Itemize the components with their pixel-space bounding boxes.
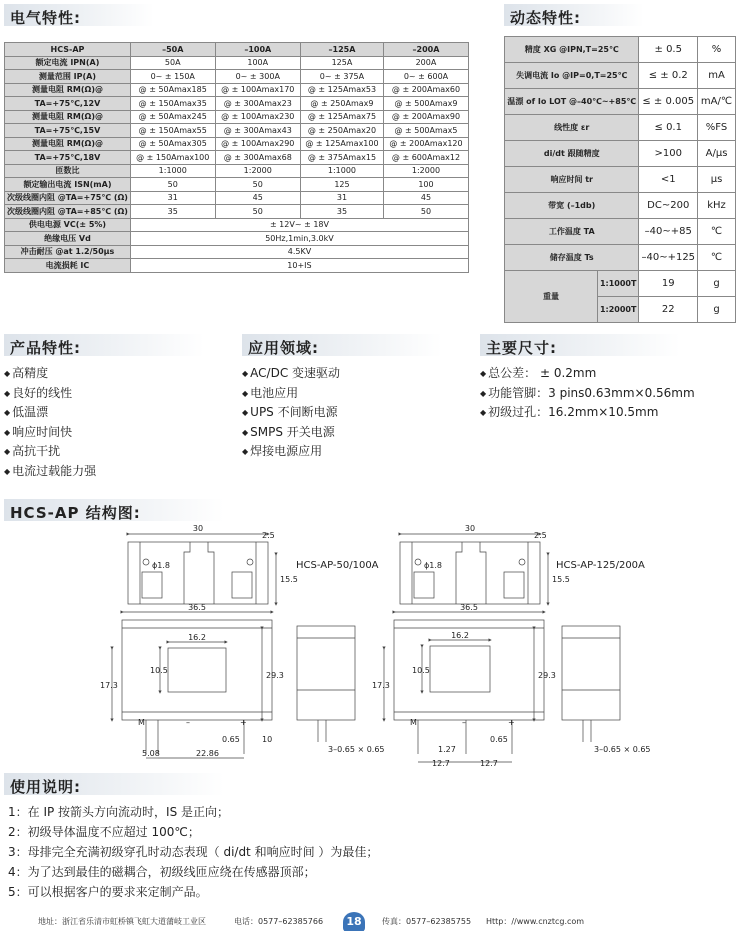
list-item: ◆ 响应时间快 [4, 423, 96, 443]
dim-10-left: 10 [262, 735, 273, 744]
table-cell: 100 [383, 178, 468, 192]
table-row [5, 110, 469, 124]
table-row [505, 63, 736, 89]
table-cell: 1:2000T [597, 297, 639, 323]
table-row [5, 137, 469, 151]
table-cell: @ ± 50Amax305 [130, 137, 215, 151]
table-row [505, 167, 736, 193]
row-label: 测量电阻 RM(Ω)@ [5, 110, 131, 124]
list-item: ◆ 功能管脚：3 pins0.63mm×0.56mm [480, 384, 695, 404]
table-row [505, 115, 736, 141]
table-cell: @ ± 100Amax170 [215, 83, 300, 97]
table-cell: DC~200 [639, 193, 698, 219]
table-cell: @ ± 50Amax185 [130, 83, 215, 97]
table-row [5, 232, 469, 246]
list-item: ◆ AC/DC 变速驱动 [242, 364, 340, 384]
row-label: 次级线圈内阻 @TA=+75℃ (Ω) [5, 191, 131, 205]
dim-29-3-right: 29.3 [538, 671, 556, 680]
table-cell: @ ± 100Amax230 [215, 110, 300, 124]
pin-minus-right: – [462, 718, 466, 727]
table-header-cell: HCS-AP [5, 43, 131, 57]
row-label: 储存温度 Ts [505, 245, 639, 271]
table-row [5, 191, 469, 205]
row-label: 次级线圈内阻 @TA=+85℃ (Ω) [5, 205, 131, 219]
row-label: 响应时间 tr [505, 167, 639, 193]
dim-pins-left: 3–0.65 × 0.65 [328, 745, 385, 754]
table-header-cell: –100A [215, 43, 300, 57]
table-cell: 50 [383, 205, 468, 219]
dimensions-list [480, 364, 695, 423]
table-row [5, 259, 469, 273]
table-cell: @ ± 200Amax90 [383, 110, 468, 124]
row-label: 线性度 εr [505, 115, 639, 141]
table-cell: 45 [383, 191, 468, 205]
note-item: 5：可以根据客户的要求来定制产品。 [8, 885, 208, 899]
section-application: 应用领域: [242, 334, 442, 356]
table-cell: 50A [130, 56, 215, 70]
row-label: 匝数比 [5, 164, 131, 178]
table-cell: @ ± 125Amax100 [300, 137, 383, 151]
table-header-row [5, 43, 469, 57]
table-cell: @ ± 200Amax120 [383, 137, 468, 151]
left-model-title: HCS-AP-50/100A [296, 560, 379, 571]
footer-web[interactable]: Http：//www.cnztcg.com [486, 917, 585, 926]
table-cell: ℃ [698, 219, 736, 245]
table-cell: 22 [639, 297, 698, 323]
row-label: 测量电阻 RM(Ω)@ [5, 83, 131, 97]
note-item: 4：为了达到最佳的磁耦合，初级线匝应绕在传感器顶部； [8, 865, 316, 879]
footer-fax: 传真：0577–62385755 [382, 917, 472, 926]
pin-minus-left: – [186, 718, 190, 727]
table-cell: @ ± 125Amax53 [300, 83, 383, 97]
dim-phi-left: ϕ1.8 [152, 561, 170, 570]
table-row [505, 271, 736, 297]
list-item: ◆ 初级过孔：16.2mm×10.5mm [480, 403, 695, 423]
table-cell: 0~ ± 600A [383, 70, 468, 84]
table-cell: 50 [215, 178, 300, 192]
table-row [5, 164, 469, 178]
table-row [5, 97, 469, 111]
dim-5-08: 5.08 [142, 749, 160, 758]
list-item: ◆ 高精度 [4, 364, 96, 384]
table-cell: 50 [130, 178, 215, 192]
table-row [505, 89, 736, 115]
table-cell: 200A [383, 56, 468, 70]
dim-10-5-left: 10.5 [150, 666, 168, 675]
pin-plus-left: + [240, 718, 247, 727]
table-row [505, 219, 736, 245]
dim-29-3-left: 29.3 [266, 671, 284, 680]
list-item: ◆ 总公差： ± 0.2mm [480, 364, 695, 384]
product-features-list [4, 364, 96, 481]
table-row [5, 178, 469, 192]
dim-2-5-right: 2.5 [534, 531, 547, 540]
table-cell: @ ± 300Amax68 [215, 151, 300, 165]
dim-36-5-right: 36.5 [460, 603, 478, 612]
dim-12-7-a: 12.7 [432, 759, 450, 768]
table-cell: 4.5KV [130, 245, 468, 259]
table-header-cell: –125A [300, 43, 383, 57]
table-cell: @ ± 150Amax100 [130, 151, 215, 165]
dim-30-left: 30 [192, 524, 204, 533]
dim-10-5-right: 10.5 [412, 666, 430, 675]
dim-17-3-right: 17.3 [372, 681, 390, 690]
table-cell: @ ± 250Amax9 [300, 97, 383, 111]
dim-0-65-right: 0.65 [490, 735, 508, 744]
table-row [505, 193, 736, 219]
dim-15-5-right: 15.5 [552, 575, 570, 584]
table-cell: A/μs [698, 141, 736, 167]
table-cell: μs [698, 167, 736, 193]
table-row [5, 245, 469, 259]
table-cell: 1:1000T [597, 271, 639, 297]
row-label: TA=+75℃,12V [5, 97, 131, 111]
section-dynamic: 动态特性: [504, 4, 644, 26]
table-cell: g [698, 297, 736, 323]
table-cell: mA/℃ [698, 89, 736, 115]
table-cell: @ ± 50Amax245 [130, 110, 215, 124]
table-cell: 50Hz,1min,3.0kV [130, 232, 468, 246]
table-cell: @ ± 150Amax35 [130, 97, 215, 111]
footer [0, 912, 739, 930]
table-cell: ≤ 0.1 [639, 115, 698, 141]
list-item: ◆ SMPS 开关电源 [242, 423, 340, 443]
row-label: 重量 [505, 271, 598, 323]
table-cell: 1:2000 [383, 164, 468, 178]
dim-0-65-left: 0.65 [222, 735, 240, 744]
section-usage: 使用说明: [4, 773, 224, 795]
applications-list [242, 364, 340, 462]
row-label: 带宽 (–1db) [505, 193, 639, 219]
table-row [5, 70, 469, 84]
table-cell: 1:1000 [300, 164, 383, 178]
pin-plus-right: + [508, 718, 515, 727]
table-cell: ≤ ± 0.2 [639, 63, 698, 89]
table-cell: <1 [639, 167, 698, 193]
table-cell: mA [698, 63, 736, 89]
table-row [5, 205, 469, 219]
table-cell: @ ± 125Amax75 [300, 110, 383, 124]
electrical-table [4, 42, 469, 273]
table-cell: @ ± 150Amax55 [130, 124, 215, 138]
pin-m-left: M [138, 718, 145, 727]
table-cell: @ ± 375Amax15 [300, 151, 383, 165]
table-cell: 31 [300, 191, 383, 205]
row-label: 绝缘电压 Vd [5, 232, 131, 246]
table-row [5, 218, 469, 232]
table-row [5, 124, 469, 138]
table-cell: ± 12V~ ± 18V [130, 218, 468, 232]
structure-diagram [0, 520, 739, 770]
list-item: ◆ UPS 不间断电源 [242, 403, 340, 423]
table-row [5, 151, 469, 165]
row-label: 额定输出电流 ISN(mA) [5, 178, 131, 192]
list-item: ◆ 高抗干扰 [4, 442, 96, 462]
dim-12-7-b: 12.7 [480, 759, 498, 768]
dim-1-27: 1.27 [438, 745, 456, 754]
table-row [505, 141, 736, 167]
table-cell: 0~ ± 300A [215, 70, 300, 84]
table-cell: @ ± 250Amax20 [300, 124, 383, 138]
note-item: 3：母排完全充满初级穿孔时动态表现（ di/dt 和响应时间 ）为最佳； [8, 845, 379, 859]
table-cell: 0~ ± 375A [300, 70, 383, 84]
row-label: 测量电阻 RM(Ω)@ [5, 137, 131, 151]
note-item: 2：初级导体温度不应超过 100℃； [8, 825, 200, 839]
table-row [505, 37, 736, 63]
table-cell: 19 [639, 271, 698, 297]
usage-notes [8, 802, 378, 902]
table-cell: @ ± 300Amax23 [215, 97, 300, 111]
section-electrical: 电气特性: [4, 4, 154, 26]
table-cell: 35 [130, 205, 215, 219]
section-structure: HCS-AP 结构图: [4, 499, 224, 521]
table-cell: @ ± 100Amax290 [215, 137, 300, 151]
table-cell: ≤ ± 0.005 [639, 89, 698, 115]
dim-30-right: 30 [464, 524, 476, 533]
dim-22-86: 22.86 [196, 749, 219, 758]
row-label: TA=+75℃,18V [5, 151, 131, 165]
table-cell: 100A [215, 56, 300, 70]
pin-m-right: M [410, 718, 417, 727]
section-product: 产品特性: [4, 334, 204, 356]
table-cell: % [698, 37, 736, 63]
row-label: TA=+75℃,15V [5, 124, 131, 138]
table-cell: @ ± 500Amax5 [383, 124, 468, 138]
table-cell: 1:1000 [130, 164, 215, 178]
page-number: 18 [343, 912, 365, 931]
dim-15-5-left: 15.5 [280, 575, 298, 584]
table-row [5, 56, 469, 70]
table-cell: @ ± 500Amax9 [383, 97, 468, 111]
list-item: ◆ 焊接电源应用 [242, 442, 340, 462]
list-item: ◆ 电池应用 [242, 384, 340, 404]
table-cell: ± 0.5 [639, 37, 698, 63]
table-cell: –40~+125 [639, 245, 698, 271]
dim-16-2-left: 16.2 [188, 633, 206, 642]
table-header-cell: –50A [130, 43, 215, 57]
right-model-title: HCS-AP-125/200A [556, 560, 645, 571]
row-label: 电流损耗 IC [5, 259, 131, 273]
row-label: 额定电流 IPN(A) [5, 56, 131, 70]
dim-pins-right: 3–0.65 × 0.65 [594, 745, 651, 754]
table-cell: g [698, 271, 736, 297]
list-item: ◆ 良好的线性 [4, 384, 96, 404]
table-header-cell: –200A [383, 43, 468, 57]
table-row [5, 83, 469, 97]
table-cell: %FS [698, 115, 736, 141]
table-cell: 125A [300, 56, 383, 70]
table-cell: >100 [639, 141, 698, 167]
note-item: 1：在 IP 按箭头方向流动时，IS 是正向； [8, 805, 230, 819]
row-label: 冲击耐压 @at 1.2/50μs [5, 245, 131, 259]
dim-phi-right: ϕ1.8 [424, 561, 442, 570]
table-cell: 35 [300, 205, 383, 219]
dynamic-table [504, 36, 736, 323]
table-cell: @ ± 300Amax43 [215, 124, 300, 138]
section-dimensions: 主要尺寸: [480, 334, 680, 356]
row-label: 供电电源 VC(± 5%) [5, 218, 131, 232]
table-cell: 1:2000 [215, 164, 300, 178]
row-label: 温漂 of Io LOT @–40℃~+85℃ [505, 89, 639, 115]
table-cell: 31 [130, 191, 215, 205]
table-cell: 10+IS [130, 259, 468, 273]
footer-phone: 电话：0577–62385766 [234, 917, 324, 926]
dim-36-5-left: 36.5 [188, 603, 206, 612]
row-label: 失调电流 Io @IP=0,T=25℃ [505, 63, 639, 89]
table-row [505, 245, 736, 271]
table-cell: –40~+85 [639, 219, 698, 245]
table-cell: 45 [215, 191, 300, 205]
footer-address: 地址：浙江省乐清市虹桥镇飞虹大道蒲岐工业区 [38, 917, 206, 926]
table-cell: @ ± 200Amax60 [383, 83, 468, 97]
table-cell: 50 [215, 205, 300, 219]
row-label: 工作温度 TA [505, 219, 639, 245]
row-label: di/dt 跟随精度 [505, 141, 639, 167]
list-item: ◆ 电流过载能力强 [4, 462, 96, 482]
table-cell: 125 [300, 178, 383, 192]
row-label: 精度 XG @IPN,T=25℃ [505, 37, 639, 63]
dim-2-5-left: 2.5 [262, 531, 275, 540]
row-label: 测量范围 IP(A) [5, 70, 131, 84]
table-cell: kHz [698, 193, 736, 219]
table-cell: 0~ ± 150A [130, 70, 215, 84]
table-cell: ℃ [698, 245, 736, 271]
dim-17-3-left: 17.3 [100, 681, 118, 690]
list-item: ◆ 低温漂 [4, 403, 96, 423]
dim-16-2-right: 16.2 [451, 631, 469, 640]
table-cell: @ ± 600Amax12 [383, 151, 468, 165]
